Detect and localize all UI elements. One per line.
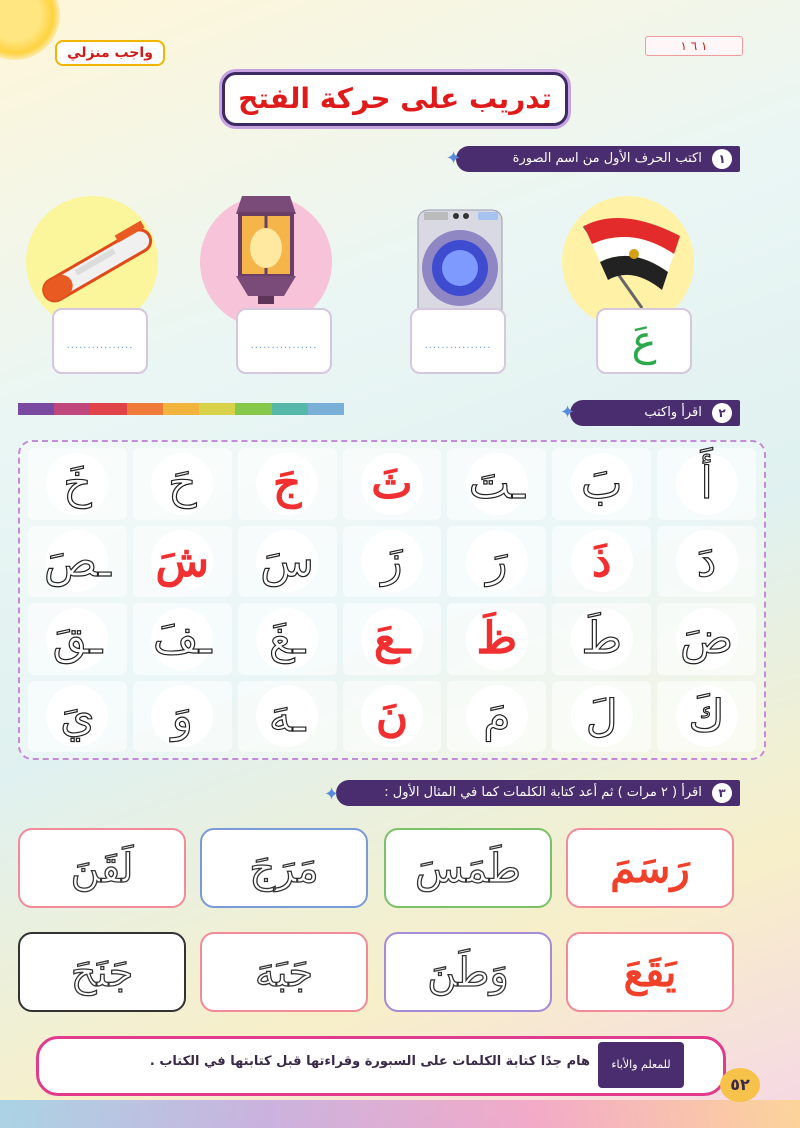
teacher-note-text: هام جدًا كتابة الكلمات على السبورة وقراءتها قبل كتابتها في الكتاب . [149,1054,590,1069]
letter-glyph: زَ [381,535,403,587]
letter-glyph: لَ [585,690,618,742]
letter-glyph: شَ [155,535,210,587]
letter-cell[interactable] [28,681,127,753]
letter-cell[interactable] [238,526,337,598]
letter-glyph: ـقَ [52,613,103,665]
word-text: طَمَسَ [415,846,521,892]
letter-glyph: بَ [581,458,623,510]
letter-glyph: أَ [700,458,713,510]
section-2-number: ٢ [712,403,732,423]
letter-glyph: ـهَ [268,690,306,742]
letter-grid [18,440,766,760]
letter-cell[interactable] [657,526,756,598]
word-text: وَطَنَ [427,950,509,996]
letter-glyph: ـفَ [153,613,212,665]
letter-glyph: وَ [171,690,193,742]
trace-word-box[interactable] [384,932,552,1012]
trace-word-box[interactable] [200,932,368,1012]
answer-box-3[interactable] [236,308,332,374]
word-text: رَسَمَ [610,845,690,892]
section-3-star-icon: ✦ [324,784,340,805]
teacher-note-tag: للمعلم والأباء [598,1042,684,1088]
letter-glyph: مَ [483,690,511,742]
page-number: ٥٢ [720,1068,760,1102]
letter-glyph: رَ [486,535,508,587]
letter-glyph: كَ [688,690,725,742]
letter-cell[interactable] [657,681,756,753]
letter-glyph: ـتَ [468,458,525,510]
section-3-number: ٣ [712,783,732,803]
letter-cell[interactable] [657,603,756,675]
letter-glyph: ظَ [476,613,518,665]
trace-word-box[interactable] [18,932,186,1012]
word-text: جَنَحَ [70,950,134,996]
letter-glyph: ذَ [591,535,612,587]
section-1-instruction: اكتب الحرف الأول من اسم الصورة [512,151,702,166]
rainbow-segment [127,403,163,415]
rainbow-segment [18,403,54,415]
letter-cell[interactable] [133,603,232,675]
answer-letter-1: عَ [631,316,657,365]
rainbow-segment [235,403,271,415]
letter-cell[interactable] [343,603,442,675]
letter-cell[interactable] [28,448,127,520]
letter-glyph: ـغَ [268,613,306,665]
letter-cell[interactable] [133,448,232,520]
word-text: يَقَعَ [623,949,677,996]
rainbow-segment [199,403,235,415]
answer-dots-4: ................ [66,340,134,351]
example-word-box[interactable] [566,828,734,908]
page-title: تدريب على حركة الفتح [222,72,568,126]
rainbow-segment [163,403,199,415]
section-1-number: ١ [712,149,732,169]
word-text: لَقَنَ [70,846,134,892]
section-2-instruction: اقرأ واكتب [644,405,702,420]
letter-cell[interactable] [447,526,546,598]
letter-cell[interactable] [238,603,337,675]
rainbow-segment [90,403,126,415]
letter-cell[interactable] [238,681,337,753]
answer-dots-2: ................ [424,340,492,351]
letter-glyph: ضَ [679,613,734,665]
letter-cell[interactable] [552,526,651,598]
answer-dots-3: ................ [250,340,318,351]
letter-glyph: نَ [375,690,409,742]
section-1-star-icon: ✦ [446,148,462,169]
letter-cell[interactable] [552,603,651,675]
letter-cell[interactable] [343,448,442,520]
letter-glyph: حَ [168,458,197,510]
rainbow-segment [272,403,308,415]
page-tag: ١ ٦ ١ [645,36,743,56]
letter-cell[interactable] [657,448,756,520]
section-3-header [336,780,740,806]
rainbow-segment [308,403,344,415]
section-2-header [570,400,740,426]
letter-cell[interactable] [28,526,127,598]
answer-box-2[interactable] [410,308,506,374]
homework-badge: واجب منزلي [55,40,165,66]
letter-cell[interactable] [343,526,442,598]
letter-cell[interactable] [343,681,442,753]
letter-cell[interactable] [447,681,546,753]
example-word-box[interactable] [566,932,734,1012]
trace-word-box[interactable] [200,828,368,908]
letter-cell[interactable] [133,526,232,598]
sun-decoration [0,0,60,60]
letter-glyph: جَ [272,458,302,510]
section-3-instruction: اقرأ ( ٢ مرات ) ثم أعد كتابة الكلمات كما في المثال الأول : [384,785,702,800]
letter-glyph: ـعَ [373,613,411,665]
letter-glyph: دَ [696,535,717,587]
section-1-header [456,146,740,172]
letter-glyph: طَ [581,613,623,665]
letter-cell[interactable] [238,448,337,520]
rainbow-bar [18,403,344,415]
letter-glyph: سَ [260,535,314,587]
bottom-decoration [0,1100,800,1128]
letter-glyph: خَ [63,458,92,510]
trace-word-box[interactable] [384,828,552,908]
letter-cell[interactable] [28,603,127,675]
section-2-star-icon: ✦ [560,402,576,423]
answer-box-1[interactable] [596,308,692,374]
word-text: جَبَهَ [254,950,314,996]
letter-cell[interactable] [552,681,651,753]
letter-glyph: ثَ [371,458,413,510]
rainbow-segment [54,403,90,415]
letter-cell[interactable] [552,448,651,520]
trace-word-box[interactable] [18,828,186,908]
answer-box-4[interactable] [52,308,148,374]
word-text: مَرَجَ [249,846,319,892]
letter-cell[interactable] [133,681,232,753]
letter-cell[interactable] [447,603,546,675]
letter-glyph: يَ [60,690,95,742]
letter-glyph: ـصَ [44,535,111,587]
letter-cell[interactable] [447,448,546,520]
